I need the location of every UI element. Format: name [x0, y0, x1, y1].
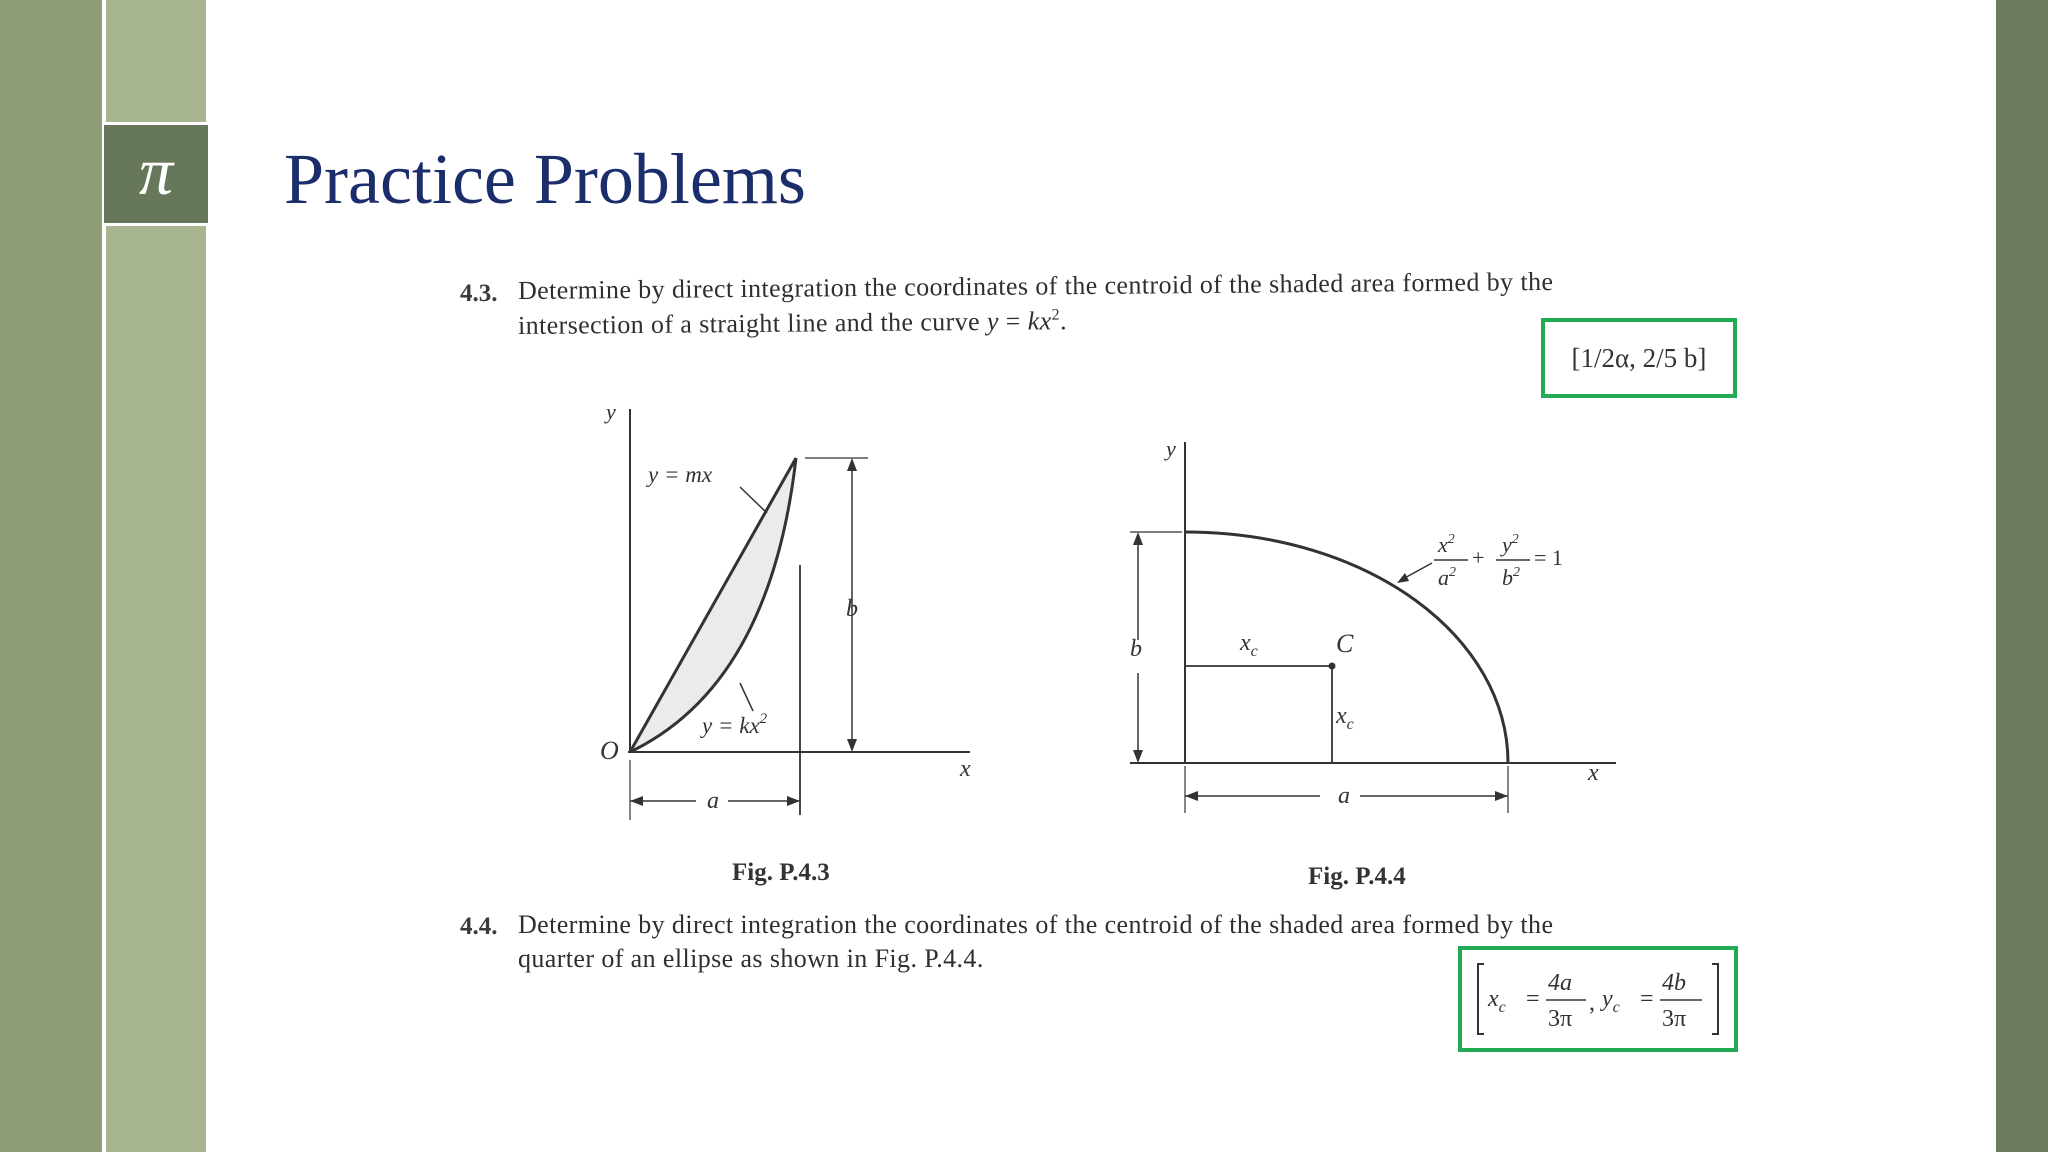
answer-eq-2: =	[1640, 986, 1654, 1012]
answer-comma: ,	[1589, 990, 1595, 1016]
fig44-x-axis-label: x	[1588, 760, 1599, 786]
fig43-a-arrow-left	[630, 796, 643, 806]
fig44-a-arrow-left	[1185, 791, 1198, 801]
problem-43-eq-end: .	[1059, 306, 1068, 336]
problem-43-line2	[518, 306, 1067, 341]
eq-x-den: $a^2$	[1438, 565, 1456, 590]
pi-logo	[104, 122, 208, 226]
fig44-yc-label: $x_c$	[1336, 703, 1354, 733]
answer-box-44	[1458, 946, 1738, 1052]
answer-xc-den: 3π	[1548, 1006, 1573, 1032]
fig43-origin-label: O	[600, 736, 619, 765]
fig44-b-arrow-top	[1133, 532, 1143, 545]
pi-icon	[116, 134, 196, 214]
left-bracket	[1478, 964, 1484, 1034]
fig43-line-mx	[630, 458, 796, 752]
fig44-a-label: a	[1338, 783, 1350, 809]
fig43-x-axis-label: x	[960, 756, 971, 782]
answer-box-43	[1541, 318, 1737, 398]
caption-p44: Fig. P.4.4	[1308, 863, 1406, 890]
fig43-b-arrow-top	[847, 458, 857, 471]
figure-p43	[560, 395, 1010, 835]
fig43-b-arrow-bottom	[847, 739, 857, 752]
fig43-a-label: a	[707, 788, 719, 814]
problem-43-eq-exp: 2	[1051, 306, 1061, 324]
answer-xc-num: 4a	[1548, 970, 1572, 996]
answer-eq-1: =	[1526, 986, 1540, 1012]
fig43-line-label: y = mx	[648, 462, 713, 487]
fig43-line-leader	[740, 487, 767, 513]
problem-44-line2: quarter of an ellipse as shown in Fig. P.4.4.	[518, 944, 984, 973]
problem-44-number: 4.4.	[460, 913, 498, 940]
fig43-a-arrow-right	[787, 796, 800, 806]
eq-y-num: $y^2$	[1502, 532, 1519, 557]
problem-43-eq-equals: =	[998, 306, 1028, 336]
fig44-ellipse-equation	[1434, 532, 1563, 590]
fig43-b-label: b	[846, 596, 858, 622]
problem-43-eq-kx: kx	[1027, 306, 1052, 336]
left-sidebar-outer	[0, 0, 102, 1152]
fig43-y-axis-label: y	[606, 399, 616, 424]
page-title: Practice Problems	[284, 139, 806, 219]
fig44-eq-leader-arrow	[1397, 573, 1409, 583]
fig44-b-arrow-bottom	[1133, 750, 1143, 763]
fig44-xc-label: $x_c$	[1240, 630, 1258, 660]
answer-xc: $x_c$	[1488, 986, 1506, 1016]
fig44-centroid-point	[1329, 663, 1336, 670]
problem-43-line1: Determine by direct integration the coordinates of the centroid of the shaded area formed by the	[517, 266, 1554, 305]
problem-43-line2-text: intersection of a straight line and the curve	[517, 306, 988, 340]
fig44-centroid-label: C	[1336, 629, 1354, 658]
fig44-y-axis-label: y	[1166, 436, 1176, 461]
eq-y-den: $b^2$	[1502, 565, 1520, 590]
eq-rhs: = 1	[1534, 545, 1563, 570]
answer-yc-den: 3π	[1662, 1006, 1687, 1032]
fig43-curve-label: $y = kx^2$	[702, 711, 768, 738]
answer-44-formula	[1462, 950, 1734, 1048]
fig44-a-arrow-right	[1495, 791, 1508, 801]
eq-plus: +	[1472, 545, 1485, 570]
eq-x-num: $x^2$	[1438, 532, 1455, 557]
answer-yc-num: 4b	[1662, 970, 1686, 996]
problem-44-line1: Determine by direct integration the coordinates of the centroid of the shaded area formed by the	[518, 910, 1554, 939]
caption-p43: Fig. P.4.3	[732, 859, 830, 886]
svg-text:π: π	[138, 134, 174, 209]
answer-yc: $y_c$	[1602, 986, 1620, 1016]
right-bracket	[1712, 964, 1718, 1034]
fig44-b-label: b	[1130, 636, 1142, 662]
right-sidebar	[1996, 0, 2048, 1152]
fig43-curve-leader	[740, 683, 753, 711]
figure-p44	[1110, 430, 1650, 830]
answer-43-text: [1/2α, 2/5 b]	[1571, 342, 1707, 373]
problem-43-eq-y: y	[986, 306, 999, 336]
problem-43-number: 4.3.	[460, 280, 498, 307]
